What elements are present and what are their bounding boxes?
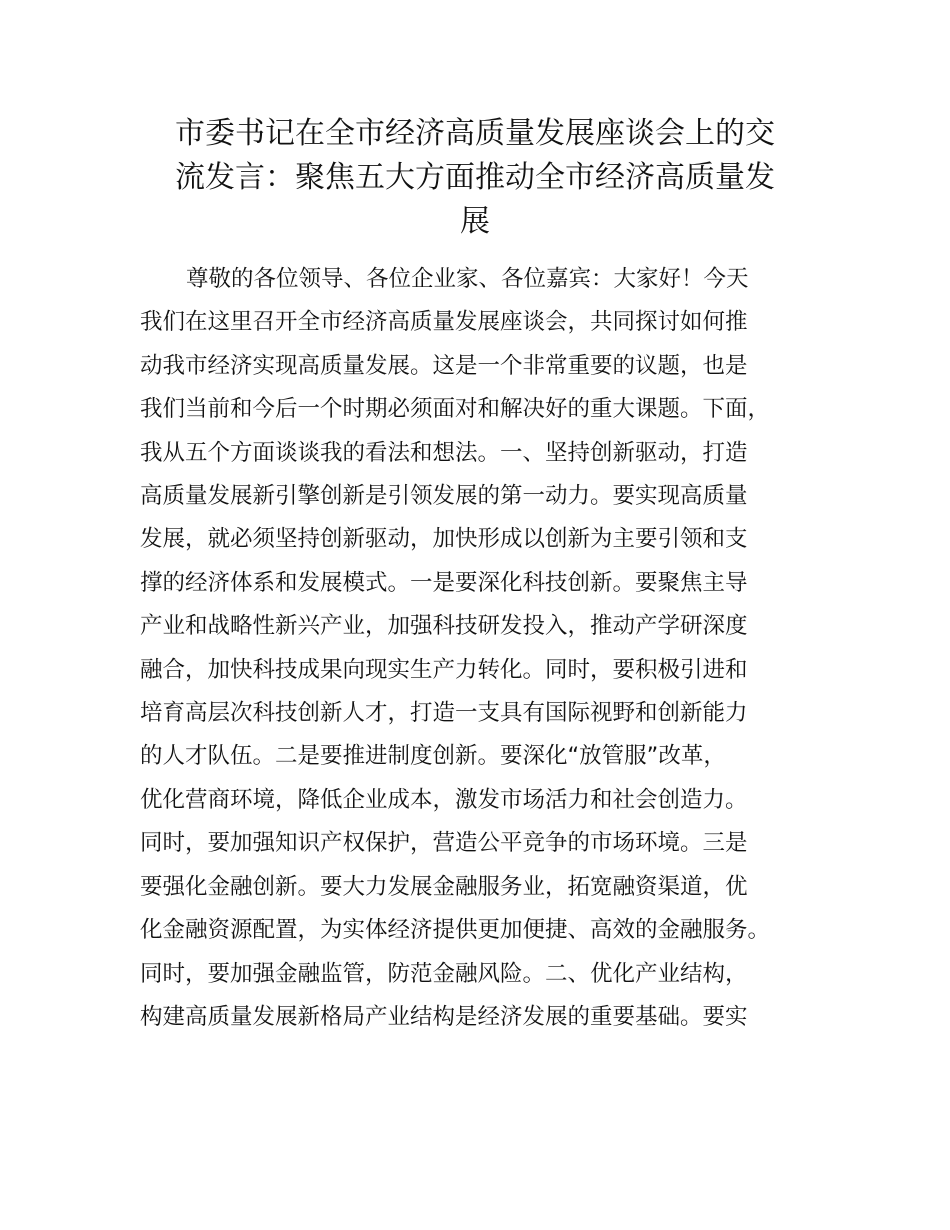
body-line: 同时，要加强金融监管，防范金融风险。二、优化产业结构， bbox=[140, 960, 748, 987]
body-line: 融合，加快科技成果向现实生产力转化。同时，要积极引进和 bbox=[140, 656, 748, 683]
body-line: 的人才队伍。二是要推进制度创新。要深化“放管服”改革， bbox=[140, 743, 726, 770]
body-line: 尊敬的各位领导、各位企业家、各位嘉宾：大家好！今天 bbox=[186, 266, 749, 292]
document-body bbox=[140, 258, 830, 1039]
body-line: 撑的经济体系和发展模式。一是要深化科技创新。要聚焦主导 bbox=[140, 569, 748, 596]
title-line: 市委书记在全市经济高质量发展座谈会上的交 bbox=[175, 116, 775, 151]
body-line: 我们在这里召开全市经济高质量发展座谈会，共同探讨如何推 bbox=[140, 309, 748, 336]
body-line: 产业和战略性新兴产业，加强科技研发投入，推动产学研深度 bbox=[140, 613, 748, 640]
title-line: 流发言：聚焦五大方面推动全市经济高质量发 bbox=[175, 160, 775, 195]
body-line: 要强化金融创新。要大力发展金融服务业，拓宽融资渠道，优 bbox=[140, 873, 748, 900]
body-line: 化金融资源配置，为实体经济提供更加便捷、高效的金融服务。 bbox=[140, 917, 771, 944]
body-line: 构建高质量发展新格局产业结构是经济发展的重要基础。要实 bbox=[140, 1003, 748, 1030]
title-line: 展 bbox=[460, 204, 490, 239]
body-line: 同时，要加强知识产权保护，营造公平竞争的市场环境。三是 bbox=[140, 830, 748, 857]
body-line: 我们当前和今后一个时期必须面对和解决好的重大课题。下面， bbox=[140, 396, 771, 423]
body-line: 培育高层次科技创新人才，打造一支具有国际视野和创新能力 bbox=[140, 700, 748, 727]
body-line: 发展，就必须坚持创新驱动，加快形成以创新为主要引领和支 bbox=[140, 526, 748, 553]
body-line: 优化营商环境，降低企业成本，激发市场活力和社会创造力。 bbox=[140, 786, 748, 813]
body-line: 我从五个方面谈谈我的看法和想法。一、坚持创新驱动，打造 bbox=[140, 439, 748, 466]
document-title bbox=[130, 112, 820, 244]
body-line: 动我市经济实现高质量发展。这是一个非常重要的议题，也是 bbox=[140, 352, 748, 379]
body-line: 高质量发展新引擎创新是引领发展的第一动力。要实现高质量 bbox=[140, 483, 748, 510]
